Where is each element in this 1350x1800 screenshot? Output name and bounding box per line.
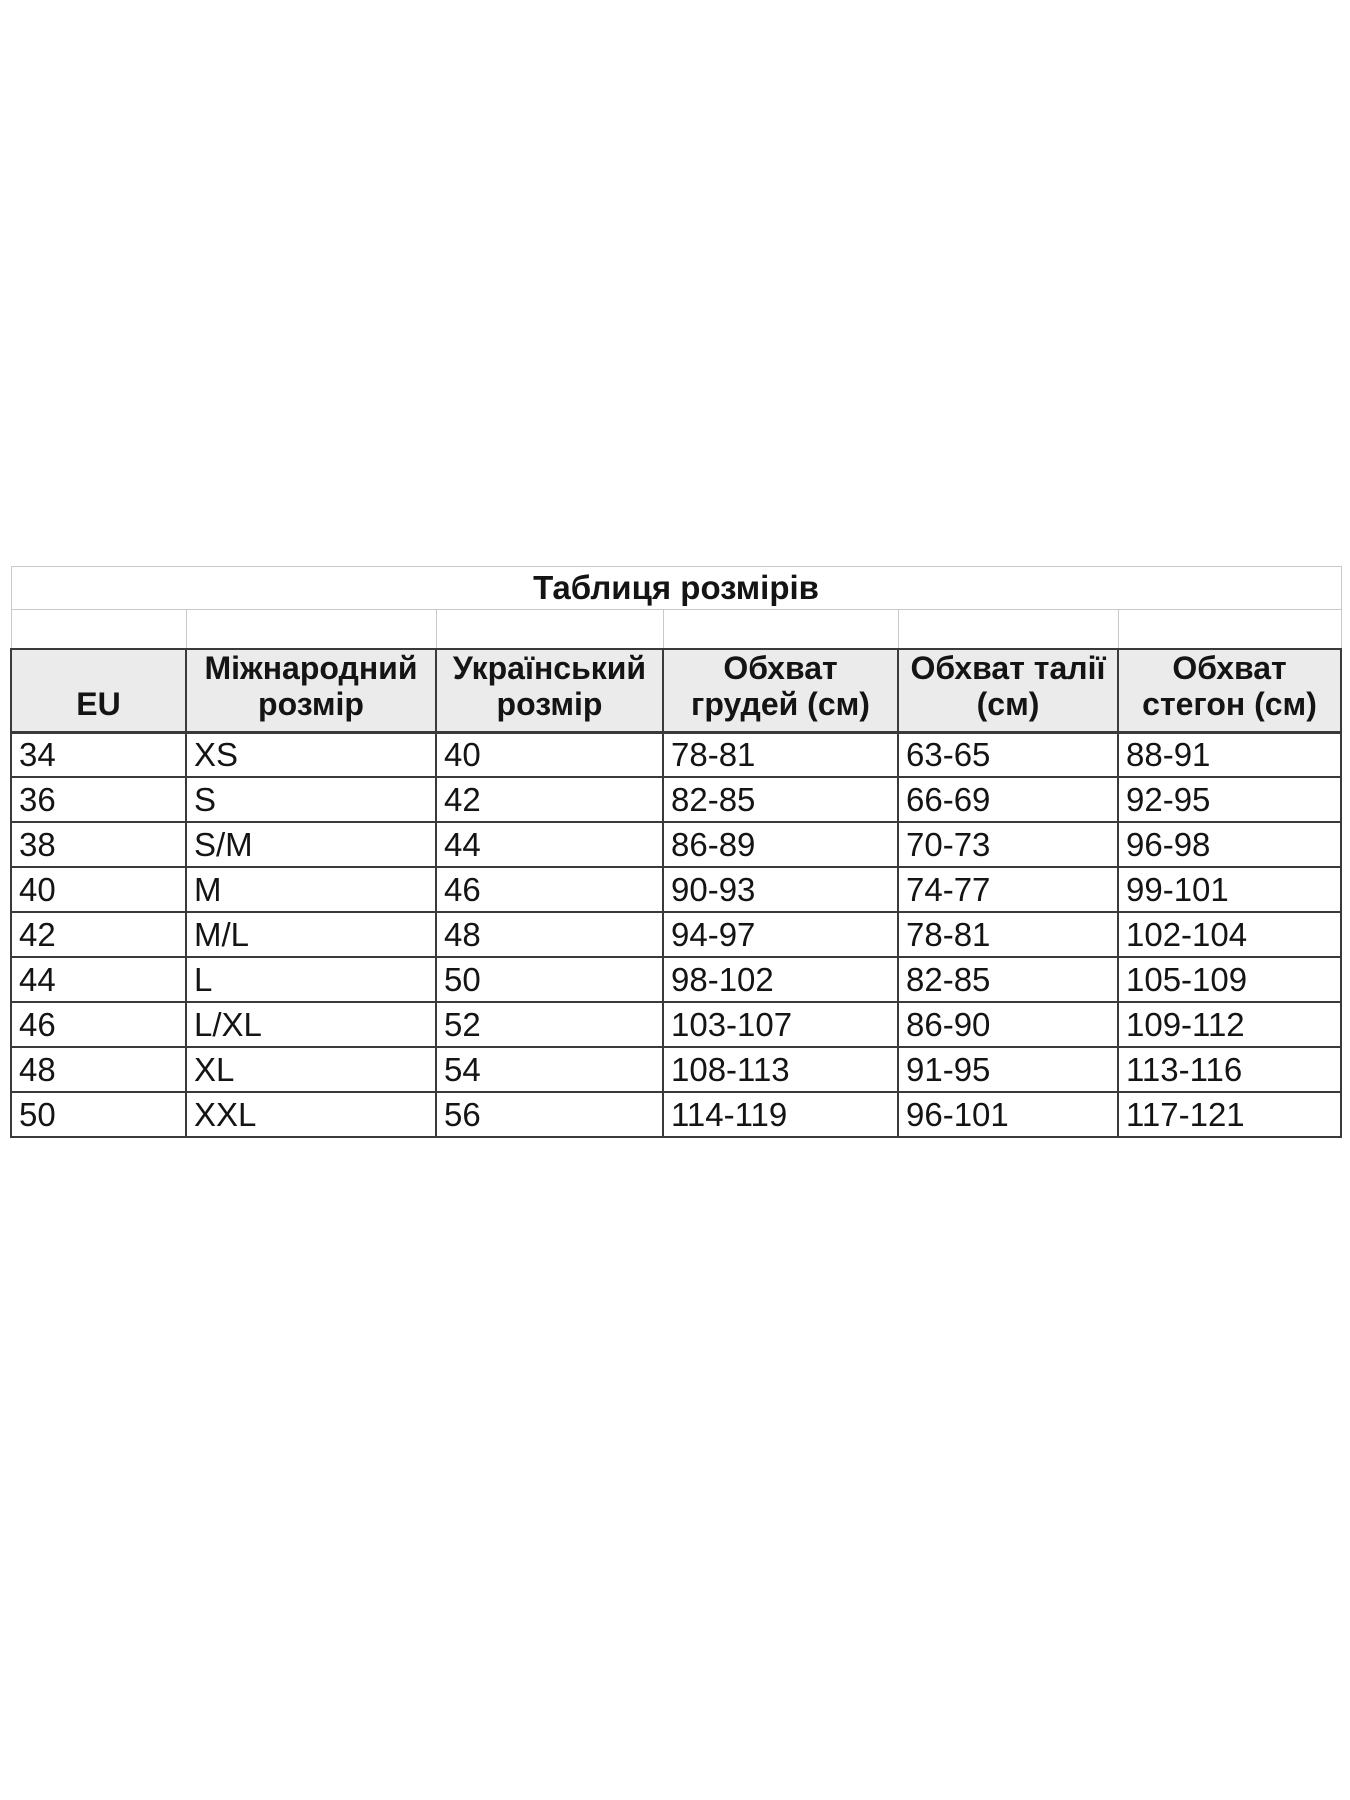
table-title: Таблиця розмірів <box>11 567 1341 610</box>
table-cell: 102-104 <box>1118 912 1341 957</box>
table-cell: 63-65 <box>898 732 1118 777</box>
table-cell: 94-97 <box>663 912 898 957</box>
table-cell: 88-91 <box>1118 732 1341 777</box>
table-cell: 50 <box>436 957 663 1002</box>
table-cell: 40 <box>436 732 663 777</box>
table-cell: S/M <box>186 822 436 867</box>
spacer-cell <box>898 610 1118 649</box>
table-cell: XL <box>186 1047 436 1092</box>
spacer-cell <box>663 610 898 649</box>
table-cell: 114-119 <box>663 1092 898 1137</box>
table-cell: 109-112 <box>1118 1002 1341 1047</box>
table-cell: 46 <box>11 1002 186 1047</box>
table-cell: 98-102 <box>663 957 898 1002</box>
table-cell: 108-113 <box>663 1047 898 1092</box>
table-cell: 50 <box>11 1092 186 1137</box>
table-row <box>11 777 1341 822</box>
table-cell: 82-85 <box>663 777 898 822</box>
spacer-cell <box>1118 610 1341 649</box>
column-header-waist: Обхват талії (см) <box>898 649 1118 733</box>
table-cell: L <box>186 957 436 1002</box>
table-cell: 44 <box>436 822 663 867</box>
table-cell: 103-107 <box>663 1002 898 1047</box>
table-cell: 56 <box>436 1092 663 1137</box>
table-cell: 78-81 <box>663 732 898 777</box>
table-cell: 105-109 <box>1118 957 1341 1002</box>
table-row <box>11 867 1341 912</box>
table-cell: 113-116 <box>1118 1047 1341 1092</box>
column-header-international-size: Міжнародний розмір <box>186 649 436 733</box>
column-header-hips: Обхват стегон (см) <box>1118 649 1341 733</box>
table-row <box>11 1092 1341 1137</box>
table-cell: XS <box>186 732 436 777</box>
table-cell: 86-90 <box>898 1002 1118 1047</box>
table-cell: S <box>186 777 436 822</box>
table-cell: 99-101 <box>1118 867 1341 912</box>
table-cell: 44 <box>11 957 186 1002</box>
table-row <box>11 1047 1341 1092</box>
table-cell: 52 <box>436 1002 663 1047</box>
table-row <box>11 732 1341 777</box>
spacer-cell <box>11 610 186 649</box>
table-cell: 117-121 <box>1118 1092 1341 1137</box>
table-cell: XXL <box>186 1092 436 1137</box>
spacer-cell <box>186 610 436 649</box>
size-table-body <box>11 567 1341 1138</box>
table-cell: L/XL <box>186 1002 436 1047</box>
table-cell: M <box>186 867 436 912</box>
column-header-chest: Обхват грудей (см) <box>663 649 898 733</box>
table-cell: 82-85 <box>898 957 1118 1002</box>
table-cell: 92-95 <box>1118 777 1341 822</box>
table-cell: 96-101 <box>898 1092 1118 1137</box>
table-cell: 66-69 <box>898 777 1118 822</box>
size-chart-table <box>10 566 1342 1138</box>
table-cell: 74-77 <box>898 867 1118 912</box>
table-cell: 38 <box>11 822 186 867</box>
table-cell: 48 <box>11 1047 186 1092</box>
table-cell: 46 <box>436 867 663 912</box>
table-row <box>11 1002 1341 1047</box>
table-row <box>11 957 1341 1002</box>
table-cell: 96-98 <box>1118 822 1341 867</box>
table-cell: 36 <box>11 777 186 822</box>
spacer-cell <box>436 610 663 649</box>
table-cell: 48 <box>436 912 663 957</box>
column-header-eu: EU <box>11 649 186 733</box>
table-row <box>11 822 1341 867</box>
table-header-row <box>11 649 1341 733</box>
table-row <box>11 912 1341 957</box>
table-cell: M/L <box>186 912 436 957</box>
table-cell: 54 <box>436 1047 663 1092</box>
column-header-ukrainian-size: Український розмір <box>436 649 663 733</box>
table-cell: 42 <box>436 777 663 822</box>
table-spacer-row <box>11 610 1341 649</box>
table-cell: 42 <box>11 912 186 957</box>
table-cell: 34 <box>11 732 186 777</box>
table-cell: 86-89 <box>663 822 898 867</box>
table-title-row <box>11 567 1341 610</box>
table-cell: 40 <box>11 867 186 912</box>
table-cell: 70-73 <box>898 822 1118 867</box>
table-cell: 78-81 <box>898 912 1118 957</box>
table-cell: 91-95 <box>898 1047 1118 1092</box>
table-cell: 90-93 <box>663 867 898 912</box>
